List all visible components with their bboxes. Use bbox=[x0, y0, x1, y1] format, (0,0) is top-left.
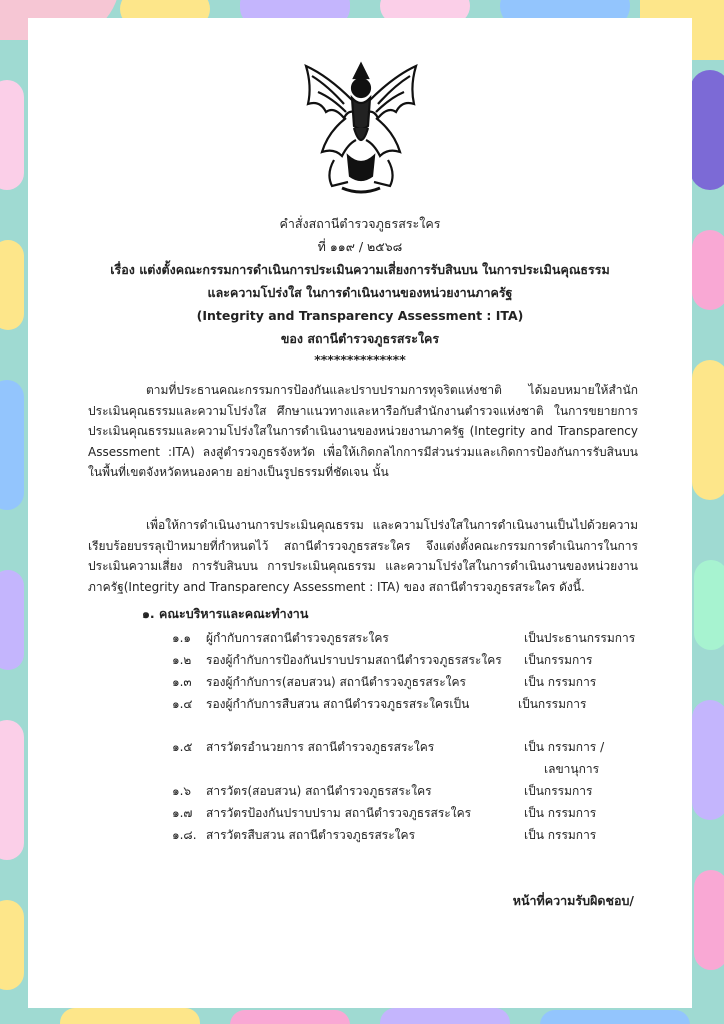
member-number: ๑.๖ bbox=[172, 784, 192, 798]
member-role: เป็นกรรมการ bbox=[524, 653, 593, 667]
subject-line-1: เรื่อง แต่งตั้งคณะกรรมการดำเนินการประเมินความเสี่ยงการรับสินบน ในการประเมินคุณธรรม bbox=[110, 262, 610, 277]
member-role: เป็นกรรมการ bbox=[524, 784, 593, 798]
paragraph-2: เพื่อให้การดำเนินงานการประเมินคุณธรรม และความโปร่งใสในการดำเนินงานเป็นไปด้วยความเรียบร้อยบรรลุเป้าหมายที่กำหนดไว้ สถานีตำรวจภูธรสระใคร จึงแต่งตั้งคณะกรรมการดำเนินการในการประเมินความเสี่ยง การรับสินบน การประเมินคุณธรรม และความโปร่งใสในการดำเนินงานของหน่วยงานภาครัฐ(Integrity and Transparency Assessment : ITA) ของ สถานีตำรวจภูธรสระใคร ดังนี้. bbox=[88, 518, 638, 594]
member-role: เป็น กรรมการ / bbox=[524, 740, 605, 754]
member-number: ๑.๒ bbox=[172, 653, 192, 667]
member-number: ๑.๓ bbox=[172, 675, 192, 689]
document-page bbox=[28, 18, 692, 1008]
member-position: สารวัตรอำนวยการ สถานีตำรวจภูธรสระใคร bbox=[206, 740, 435, 754]
member-number: ๑.๘. bbox=[172, 828, 197, 842]
member-row bbox=[172, 629, 642, 649]
member-role: เป็น กรรมการ bbox=[524, 828, 597, 842]
member-role-continued: เลขานุการ bbox=[544, 762, 600, 776]
garuda-emblem-icon bbox=[298, 56, 424, 198]
subject-line-4: ของ สถานีตำรวจภูธรสระใคร bbox=[280, 331, 440, 346]
member-number: ๑.๕ bbox=[172, 740, 193, 754]
member-row bbox=[172, 651, 642, 671]
member-role: เป็น กรรมการ bbox=[524, 806, 597, 820]
member-row bbox=[172, 782, 642, 802]
order-number: ที่ ๑๑๙ / ๒๕๖๘ bbox=[317, 239, 403, 254]
section-1-title: ๑. คณะบริหารและคณะทำงาน bbox=[142, 606, 309, 621]
order-issuer: คำสั่งสถานีตำรวจภูธรสระใคร bbox=[279, 216, 441, 231]
member-position: สารวัตรป้องกันปราบปราม สถานีตำรวจภูธรสระใคร bbox=[206, 806, 472, 820]
subject-line-2: และความโปร่งใส ในการดำเนินงานของหน่วยงานภาครัฐ bbox=[207, 285, 513, 300]
member-position: สารวัตร(สอบสวน) สถานีตำรวจภูธรสระใคร bbox=[206, 784, 432, 798]
member-role: เป็น กรรมการ bbox=[524, 675, 597, 689]
member-position: รองผู้กำกับการป้องกันปราบปรามสถานีตำรวจภูธรสระใคร bbox=[206, 653, 502, 667]
continued-note: หน้าที่ความรับผิดชอบ/ bbox=[512, 893, 634, 908]
member-position: ผู้กำกับการสถานีตำรวจภูธรสระใคร bbox=[206, 631, 389, 645]
separator-stars: ************** bbox=[314, 352, 406, 367]
member-number: ๑.๑ bbox=[172, 631, 192, 645]
paragraph-1: ตามที่ประธานคณะกรรมการป้องกันและปราบปรามการทุจริตแห่งชาติ ได้มอบหมายให้สำนักประเมินคุณธรรมและความโปร่งใส ศึกษาแนวทางและหารือกับสำนักงานตำรวจแห่งชาติ ในการขยายการประเมินคุณธรรมและความโปร่งใสในการดำเนินงานของหน่วยงานภาครัฐ (Integrity and Transparency Assessment :ITA) ลงสู่ตำรวจภูธรจังหวัด เพื่อให้เกิดกลไกการมีส่วนร่วมและเกิดการป้องกันการรับสินบนในพื้นที่เขตจังหวัดหนองคาย อย่างเป็นรูปธรรมที่ชัดเจน นั้น bbox=[88, 383, 638, 479]
member-position: รองผู้กำกับการ(สอบสวน) สถานีตำรวจภูธรสระใคร bbox=[206, 675, 466, 689]
member-position: รองผู้กำกับการสืบสวน สถานีตำรวจภูธรสระใครเป็น bbox=[206, 697, 470, 711]
member-position: สารวัตรสืบสวน สถานีตำรวจภูธรสระใคร bbox=[206, 828, 416, 842]
member-row bbox=[172, 673, 642, 693]
member-row bbox=[172, 804, 642, 824]
member-row bbox=[172, 826, 642, 846]
member-role: เป็นประธานกรรมการ bbox=[524, 631, 636, 645]
member-row bbox=[172, 695, 642, 715]
member-number: ๑.๔ bbox=[172, 697, 193, 711]
subject-line-3: (Integrity and Transparency Assessment : ITA) bbox=[196, 308, 524, 323]
member-row bbox=[172, 738, 642, 780]
member-number: ๑.๗ bbox=[172, 806, 193, 820]
member-role: เป็นกรรมการ bbox=[518, 697, 587, 711]
